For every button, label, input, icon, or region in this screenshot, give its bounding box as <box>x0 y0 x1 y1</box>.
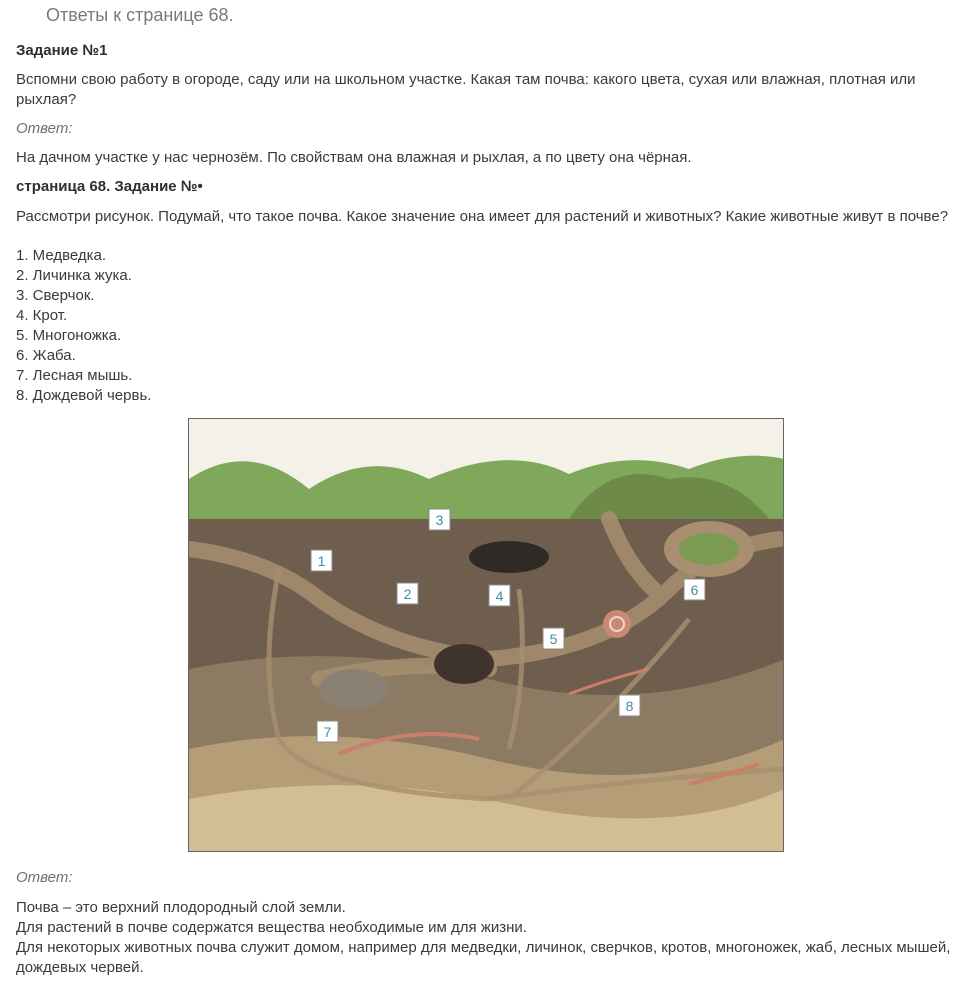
figure-label-6 <box>684 579 705 600</box>
svg-text:1: 1 <box>317 553 326 569</box>
svg-text:3: 3 <box>435 512 444 528</box>
task1-question: Вспомни свою работу в огороде, саду или на школьном участке. Какая там почва: какого цвета, сухая или влажная, плотная или рыхлая? <box>16 71 916 108</box>
figure-label-2 <box>397 583 418 604</box>
figure-label-1 <box>311 550 332 571</box>
svg-text:8: 8 <box>625 698 634 714</box>
list-item: 4. Крот. <box>16 307 68 324</box>
figure-label-8 <box>619 695 640 716</box>
animal-list <box>16 246 151 406</box>
task2-answer-line-2: Для растений в почве содержатся вещества необходимые им для жизни. <box>16 919 527 936</box>
list-item: 8. Дождевой червь. <box>16 387 152 404</box>
svg-text:6: 6 <box>690 582 699 598</box>
soil-illustration <box>188 418 784 852</box>
svg-text:2: 2 <box>403 586 412 602</box>
figure-label-3 <box>429 509 450 530</box>
task2-heading: страница 68. Задание №• <box>16 178 203 195</box>
page-title: Ответы к странице 68. <box>46 5 234 25</box>
task1-answer: На дачном участке у нас чернозём. По свойствам она влажная и рыхлая, а по цвету она чёрная. <box>16 149 692 166</box>
figure-label-4 <box>489 585 510 606</box>
svg-text:7: 7 <box>323 724 332 740</box>
figure-label-7 <box>317 721 338 742</box>
task1-heading: Задание №1 <box>16 42 108 59</box>
list-item: 1. Медведка. <box>16 247 107 264</box>
svg-text:5: 5 <box>549 631 558 647</box>
task2-answer-line-3: Для некоторых животных почва служит домом, например для медведки, личинок, сверчков, кротов, многоножек, жаб, лесных мышей, дождевых червей. <box>16 939 951 976</box>
list-item: 2. Личинка жука. <box>16 267 132 284</box>
task2-question: Рассмотри рисунок. Подумай, что такое почва. Какое значение она имеет для растений и животных? Какие животные живут в почве? <box>16 208 949 225</box>
figure-label-5 <box>543 628 564 649</box>
list-item: 6. Жаба. <box>16 347 76 364</box>
svg-text:4: 4 <box>495 588 504 604</box>
task2-answer-label: Ответ: <box>16 869 73 886</box>
task2-answer-line-1: Почва – это верхний плодородный слой земли. <box>16 899 346 916</box>
list-item: 5. Многоножка. <box>16 327 122 344</box>
list-item: 3. Сверчок. <box>16 287 95 304</box>
list-item: 7. Лесная мышь. <box>16 367 133 384</box>
task1-answer-label: Ответ: <box>16 120 73 137</box>
